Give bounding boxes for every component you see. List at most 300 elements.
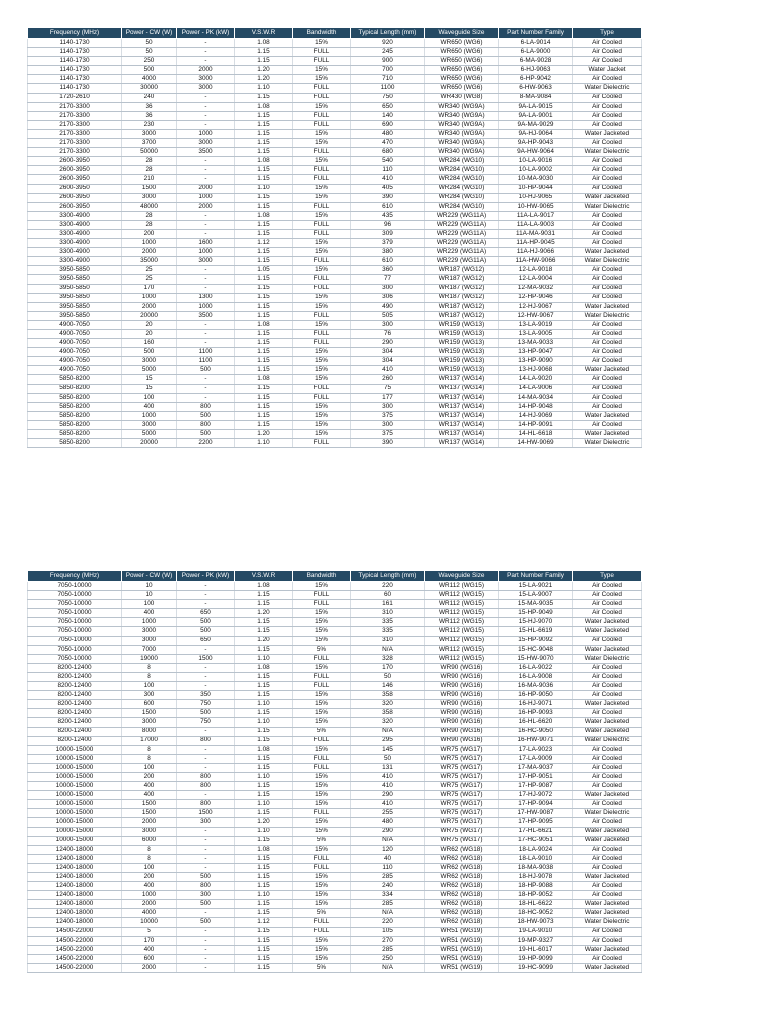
cell-vswr: 1.15 <box>235 420 293 429</box>
cell-part-number-family: 15-HL-6619 <box>499 627 573 636</box>
cell-vswr: 1.08 <box>235 375 293 384</box>
cell-bandwidth: FULL <box>293 600 351 609</box>
cell-power-pk: 300 <box>177 891 235 900</box>
cell-part-number-family: 10-LA-9002 <box>499 166 573 175</box>
cell-bandwidth: FULL <box>293 120 351 129</box>
cell-power-pk: 500 <box>177 709 235 718</box>
table-row <box>28 402 642 411</box>
table-row <box>28 166 642 175</box>
cell-bandwidth: FULL <box>293 311 351 320</box>
cell-bandwidth: 15% <box>293 791 351 800</box>
table-row <box>28 184 642 193</box>
cell-vswr: 1.15 <box>235 945 293 954</box>
table-row <box>28 129 642 138</box>
cell-bandwidth: FULL <box>293 330 351 339</box>
cell-part-number-family: 10-HW-9065 <box>499 202 573 211</box>
cell-power-cw: 28 <box>122 220 177 229</box>
cell-frequency: 2170-3300 <box>28 102 122 111</box>
cell-frequency: 3950-5850 <box>28 302 122 311</box>
table-row <box>28 175 642 184</box>
table-row <box>28 284 642 293</box>
cell-frequency: 5850-8200 <box>28 384 122 393</box>
cell-power-cw: 15 <box>122 375 177 384</box>
cell-power-pk: - <box>177 266 235 275</box>
table-row <box>28 873 642 882</box>
cell-typical-length: 60 <box>351 591 425 600</box>
table-row <box>28 84 642 93</box>
cell-frequency: 5850-8200 <box>28 411 122 420</box>
cell-vswr: 1.15 <box>235 284 293 293</box>
cell-frequency: 8200-12400 <box>28 682 122 691</box>
column-header-vswr: V.S.W.R <box>235 28 293 39</box>
table-row <box>28 293 642 302</box>
cell-part-number-family: 17-HC-9051 <box>499 836 573 845</box>
cell-waveguide-size: WR90 (WG16) <box>425 736 499 745</box>
cell-type: Water Jacketed <box>573 900 642 909</box>
cell-frequency: 12400-18000 <box>28 854 122 863</box>
cell-part-number-family: 15-MA-9035 <box>499 600 573 609</box>
cell-typical-length: 240 <box>351 882 425 891</box>
cell-bandwidth: FULL <box>293 202 351 211</box>
cell-vswr: 1.15 <box>235 339 293 348</box>
table-row <box>28 75 642 84</box>
cell-power-cw: 100 <box>122 600 177 609</box>
cell-power-cw: 100 <box>122 763 177 772</box>
cell-vswr: 1.08 <box>235 663 293 672</box>
cell-bandwidth: 5% <box>293 836 351 845</box>
cell-type: Air Cooled <box>573 636 642 645</box>
cell-part-number-family: 11A-LA-9003 <box>499 220 573 229</box>
table-row <box>28 600 642 609</box>
cell-typical-length: 310 <box>351 609 425 618</box>
table-row <box>28 727 642 736</box>
cell-part-number-family: 10-HP-9044 <box>499 184 573 193</box>
cell-type: Air Cooled <box>573 582 642 591</box>
cell-power-pk: - <box>177 936 235 945</box>
cell-power-cw: 2000 <box>122 302 177 311</box>
table-row <box>28 691 642 700</box>
cell-typical-length: 170 <box>351 663 425 672</box>
cell-power-cw: 400 <box>122 782 177 791</box>
cell-type: Air Cooled <box>573 609 642 618</box>
cell-power-cw: 160 <box>122 339 177 348</box>
cell-bandwidth: FULL <box>293 736 351 745</box>
cell-frequency: 3950-5850 <box>28 266 122 275</box>
cell-frequency: 7050-10000 <box>28 591 122 600</box>
cell-vswr: 1.10 <box>235 654 293 663</box>
column-header-power-pk: Power - PK (kW) <box>177 28 235 39</box>
table-row <box>28 836 642 845</box>
cell-typical-length: 540 <box>351 157 425 166</box>
cell-vswr: 1.15 <box>235 782 293 791</box>
cell-typical-length: 610 <box>351 257 425 266</box>
cell-vswr: 1.15 <box>235 175 293 184</box>
cell-type: Water Jacketed <box>573 873 642 882</box>
cell-type: Air Cooled <box>573 330 642 339</box>
cell-power-pk: 1000 <box>177 248 235 257</box>
cell-frequency: 7050-10000 <box>28 636 122 645</box>
table-row <box>28 682 642 691</box>
cell-vswr: 1.15 <box>235 357 293 366</box>
table-header-row <box>28 28 642 39</box>
cell-power-cw: 200 <box>122 772 177 781</box>
cell-part-number-family: 12-LA-9004 <box>499 275 573 284</box>
cell-power-cw: 10 <box>122 582 177 591</box>
cell-bandwidth: FULL <box>293 284 351 293</box>
cell-power-pk: - <box>177 275 235 284</box>
table-row <box>28 627 642 636</box>
table-row <box>28 927 642 936</box>
cell-bandwidth: 15% <box>293 827 351 836</box>
cell-power-cw: 230 <box>122 120 177 129</box>
cell-bandwidth: 15% <box>293 954 351 963</box>
table-row <box>28 818 642 827</box>
cell-frequency: 12400-18000 <box>28 891 122 900</box>
cell-waveguide-size: WR75 (WG17) <box>425 809 499 818</box>
cell-power-pk: - <box>177 375 235 384</box>
cell-power-pk: 500 <box>177 366 235 375</box>
cell-part-number-family: 6-HP-9042 <box>499 75 573 84</box>
cell-bandwidth: 15% <box>293 402 351 411</box>
cell-waveguide-size: WR62 (WG18) <box>425 873 499 882</box>
cell-typical-length: 131 <box>351 763 425 772</box>
table-row <box>28 102 642 111</box>
cell-waveguide-size: WR284 (WG10) <box>425 184 499 193</box>
cell-vswr: 1.20 <box>235 818 293 827</box>
cell-frequency: 7050-10000 <box>28 645 122 654</box>
cell-power-cw: 1000 <box>122 618 177 627</box>
cell-type: Water Jacketed <box>573 411 642 420</box>
cell-vswr: 1.15 <box>235 220 293 229</box>
cell-frequency: 4900-7050 <box>28 339 122 348</box>
cell-power-pk: - <box>177 600 235 609</box>
cell-power-pk: - <box>177 175 235 184</box>
column-header-type: Type <box>573 28 642 39</box>
cell-vswr: 1.12 <box>235 918 293 927</box>
cell-waveguide-size: WR159 (WG13) <box>425 330 499 339</box>
cell-power-cw: 20 <box>122 320 177 329</box>
cell-typical-length: 270 <box>351 936 425 945</box>
cell-part-number-family: 14-HP-9048 <box>499 402 573 411</box>
cell-waveguide-size: WR340 (WG9A) <box>425 111 499 120</box>
cell-bandwidth: FULL <box>293 654 351 663</box>
cell-power-cw: 170 <box>122 284 177 293</box>
cell-bandwidth: FULL <box>293 384 351 393</box>
table-row <box>28 909 642 918</box>
table-row <box>28 393 642 402</box>
cell-power-pk: 2000 <box>177 202 235 211</box>
table-row <box>28 863 642 872</box>
cell-waveguide-size: WR51 (WG19) <box>425 936 499 945</box>
table-row <box>28 111 642 120</box>
cell-vswr: 1.15 <box>235 248 293 257</box>
cell-type: Air Cooled <box>573 57 642 66</box>
cell-frequency: 1140-1730 <box>28 84 122 93</box>
cell-bandwidth: 15% <box>293 157 351 166</box>
cell-frequency: 10000-15000 <box>28 763 122 772</box>
cell-bandwidth: FULL <box>293 275 351 284</box>
cell-frequency: 8200-12400 <box>28 691 122 700</box>
cell-typical-length: 146 <box>351 682 425 691</box>
table-row <box>28 311 642 320</box>
cell-waveguide-size: WR90 (WG16) <box>425 718 499 727</box>
cell-power-cw: 6000 <box>122 836 177 845</box>
cell-waveguide-size: WR284 (WG10) <box>425 157 499 166</box>
table-row <box>28 654 642 663</box>
cell-power-cw: 500 <box>122 66 177 75</box>
cell-waveguide-size: WR62 (WG18) <box>425 891 499 900</box>
cell-typical-length: 304 <box>351 348 425 357</box>
column-header-frequency: Frequency (MHz) <box>28 571 122 582</box>
cell-bandwidth: FULL <box>293 763 351 772</box>
cell-power-cw: 1000 <box>122 891 177 900</box>
cell-frequency: 8200-12400 <box>28 736 122 745</box>
table-row <box>28 266 642 275</box>
cell-typical-length: 650 <box>351 102 425 111</box>
table-body <box>28 582 642 973</box>
cell-power-cw: 100 <box>122 393 177 402</box>
table-row <box>28 366 642 375</box>
cell-waveguide-size: WR90 (WG16) <box>425 727 499 736</box>
cell-waveguide-size: WR340 (WG9A) <box>425 129 499 138</box>
cell-typical-length: 260 <box>351 375 425 384</box>
cell-frequency: 12400-18000 <box>28 918 122 927</box>
cell-bandwidth: 5% <box>293 963 351 972</box>
cell-typical-length: 900 <box>351 57 425 66</box>
cell-frequency: 7050-10000 <box>28 654 122 663</box>
table-row <box>28 636 642 645</box>
cell-part-number-family: 6-LA-9014 <box>499 39 573 48</box>
cell-frequency: 10000-15000 <box>28 836 122 845</box>
cell-power-cw: 4000 <box>122 75 177 84</box>
table-row <box>28 411 642 420</box>
cell-bandwidth: FULL <box>293 672 351 681</box>
cell-power-cw: 400 <box>122 791 177 800</box>
cell-power-cw: 8000 <box>122 727 177 736</box>
cell-frequency: 5850-8200 <box>28 375 122 384</box>
cell-power-pk: 800 <box>177 772 235 781</box>
cell-type: Air Cooled <box>573 375 642 384</box>
cell-typical-length: 328 <box>351 654 425 663</box>
table-row <box>28 736 642 745</box>
cell-vswr: 1.08 <box>235 745 293 754</box>
cell-vswr: 1.15 <box>235 618 293 627</box>
cell-power-cw: 240 <box>122 93 177 102</box>
cell-part-number-family: 17-HP-9051 <box>499 772 573 781</box>
cell-typical-length: 96 <box>351 220 425 229</box>
cell-typical-length: 50 <box>351 754 425 763</box>
cell-power-pk: 800 <box>177 402 235 411</box>
cell-part-number-family: 11A-MA-9031 <box>499 229 573 238</box>
table-body <box>28 39 642 448</box>
cell-type: Water Dielectric <box>573 809 642 818</box>
table-row <box>28 882 642 891</box>
column-header-part-number-family: Part Number Family <box>499 28 573 39</box>
cell-power-pk: - <box>177 39 235 48</box>
cell-waveguide-size: WR75 (WG17) <box>425 791 499 800</box>
cell-power-pk: - <box>177 93 235 102</box>
cell-power-cw: 3000 <box>122 718 177 727</box>
cell-part-number-family: 13-LA-9019 <box>499 320 573 329</box>
cell-power-pk: 3000 <box>177 84 235 93</box>
cell-power-pk: - <box>177 320 235 329</box>
cell-type: Air Cooled <box>573 745 642 754</box>
cell-vswr: 1.10 <box>235 772 293 781</box>
cell-part-number-family: 16-HJ-9071 <box>499 700 573 709</box>
cell-power-pk: - <box>177 102 235 111</box>
cell-part-number-family: 6-HJ-9063 <box>499 66 573 75</box>
cell-waveguide-size: WR650 (WG6) <box>425 57 499 66</box>
cell-type: Air Cooled <box>573 420 642 429</box>
cell-vswr: 1.15 <box>235 229 293 238</box>
cell-power-cw: 1000 <box>122 411 177 420</box>
table-row <box>28 430 642 439</box>
cell-bandwidth: 15% <box>293 882 351 891</box>
cell-power-pk: - <box>177 339 235 348</box>
cell-frequency: 5850-8200 <box>28 420 122 429</box>
cell-typical-length: 690 <box>351 120 425 129</box>
table-row <box>28 357 642 366</box>
cell-bandwidth: FULL <box>293 809 351 818</box>
table-row <box>28 229 642 238</box>
cell-power-cw: 7000 <box>122 645 177 654</box>
cell-power-pk: 1600 <box>177 239 235 248</box>
cell-frequency: 8200-12400 <box>28 672 122 681</box>
cell-power-cw: 36 <box>122 102 177 111</box>
cell-power-pk: 350 <box>177 691 235 700</box>
cell-typical-length: 290 <box>351 339 425 348</box>
cell-power-cw: 10000 <box>122 918 177 927</box>
cell-power-pk: 800 <box>177 782 235 791</box>
cell-power-cw: 3000 <box>122 827 177 836</box>
cell-power-cw: 5000 <box>122 366 177 375</box>
cell-waveguide-size: WR284 (WG10) <box>425 202 499 211</box>
cell-bandwidth: FULL <box>293 166 351 175</box>
cell-power-pk: - <box>177 927 235 936</box>
cell-frequency: 3300-4900 <box>28 239 122 248</box>
cell-typical-length: N/A <box>351 909 425 918</box>
cell-vswr: 1.15 <box>235 166 293 175</box>
cell-power-pk: - <box>177 663 235 672</box>
cell-typical-length: 410 <box>351 772 425 781</box>
cell-waveguide-size: WR90 (WG16) <box>425 709 499 718</box>
cell-part-number-family: 9A-HW-9064 <box>499 148 573 157</box>
cell-vswr: 1.15 <box>235 193 293 202</box>
cell-type: Water Jacket <box>573 66 642 75</box>
cell-waveguide-size: WR650 (WG6) <box>425 48 499 57</box>
cell-part-number-family: 18-HP-9052 <box>499 891 573 900</box>
cell-waveguide-size: WR112 (WG15) <box>425 600 499 609</box>
cell-waveguide-size: WR62 (WG18) <box>425 854 499 863</box>
cell-vswr: 1.15 <box>235 791 293 800</box>
cell-vswr: 1.10 <box>235 891 293 900</box>
cell-waveguide-size: WR137 (WG14) <box>425 420 499 429</box>
table-row <box>28 348 642 357</box>
cell-bandwidth: FULL <box>293 229 351 238</box>
cell-power-pk: - <box>177 682 235 691</box>
cell-type: Air Cooled <box>573 284 642 293</box>
cell-power-cw: 17000 <box>122 736 177 745</box>
cell-type: Air Cooled <box>573 800 642 809</box>
cell-vswr: 1.15 <box>235 963 293 972</box>
cell-power-cw: 3000 <box>122 627 177 636</box>
cell-typical-length: 320 <box>351 718 425 727</box>
cell-bandwidth: FULL <box>293 257 351 266</box>
cell-type: Air Cooled <box>573 682 642 691</box>
cell-waveguide-size: WR51 (WG19) <box>425 954 499 963</box>
cell-power-cw: 8 <box>122 754 177 763</box>
column-header-typical-length: Typical Length (mm) <box>351 28 425 39</box>
cell-frequency: 1140-1730 <box>28 66 122 75</box>
cell-part-number-family: 18-HL-6622 <box>499 900 573 909</box>
table-row <box>28 609 642 618</box>
cell-frequency: 3300-4900 <box>28 211 122 220</box>
cell-vswr: 1.08 <box>235 39 293 48</box>
cell-power-pk: - <box>177 582 235 591</box>
cell-type: Air Cooled <box>573 75 642 84</box>
cell-bandwidth: 15% <box>293 411 351 420</box>
cell-power-pk: - <box>177 763 235 772</box>
cell-vswr: 1.15 <box>235 763 293 772</box>
cell-type: Water Jacketed <box>573 302 642 311</box>
cell-typical-length: 1100 <box>351 84 425 93</box>
cell-bandwidth: 15% <box>293 700 351 709</box>
cell-type: Water Dielectric <box>573 439 642 448</box>
cell-frequency: 10000-15000 <box>28 782 122 791</box>
cell-waveguide-size: WR62 (WG18) <box>425 882 499 891</box>
cell-typical-length: 680 <box>351 148 425 157</box>
cell-bandwidth: FULL <box>293 339 351 348</box>
cell-waveguide-size: WR340 (WG9A) <box>425 120 499 129</box>
cell-waveguide-size: WR159 (WG13) <box>425 339 499 348</box>
cell-typical-length: 309 <box>351 229 425 238</box>
cell-waveguide-size: WR75 (WG17) <box>425 818 499 827</box>
cell-power-pk: 1000 <box>177 302 235 311</box>
cell-type: Air Cooled <box>573 348 642 357</box>
cell-frequency: 3950-5850 <box>28 275 122 284</box>
cell-power-pk: - <box>177 229 235 238</box>
cell-bandwidth: 15% <box>293 636 351 645</box>
table-row <box>28 66 642 75</box>
cell-part-number-family: 16-HL-6620 <box>499 718 573 727</box>
cell-typical-length: 245 <box>351 48 425 57</box>
cell-waveguide-size: WR137 (WG14) <box>425 402 499 411</box>
cell-type: Water Jacketed <box>573 129 642 138</box>
cell-power-cw: 8 <box>122 663 177 672</box>
cell-power-pk: 2200 <box>177 439 235 448</box>
table-row <box>28 800 642 809</box>
cell-typical-length: 310 <box>351 636 425 645</box>
table-row <box>28 120 642 129</box>
table-row <box>28 139 642 148</box>
cell-part-number-family: 9A-HP-9043 <box>499 139 573 148</box>
cell-bandwidth: 15% <box>293 248 351 257</box>
cell-typical-length: 105 <box>351 927 425 936</box>
cell-typical-length: 320 <box>351 700 425 709</box>
cell-vswr: 1.15 <box>235 57 293 66</box>
cell-power-cw: 210 <box>122 175 177 184</box>
cell-waveguide-size: WR159 (WG13) <box>425 366 499 375</box>
cell-bandwidth: FULL <box>293 111 351 120</box>
cell-typical-length: N/A <box>351 727 425 736</box>
cell-typical-length: 375 <box>351 411 425 420</box>
cell-vswr: 1.15 <box>235 754 293 763</box>
column-header-frequency: Frequency (MHz) <box>28 28 122 39</box>
cell-waveguide-size: WR187 (WG12) <box>425 293 499 302</box>
cell-type: Air Cooled <box>573 102 642 111</box>
cell-waveguide-size: WR430 (WG8) <box>425 93 499 102</box>
cell-part-number-family: 10-LA-9016 <box>499 157 573 166</box>
